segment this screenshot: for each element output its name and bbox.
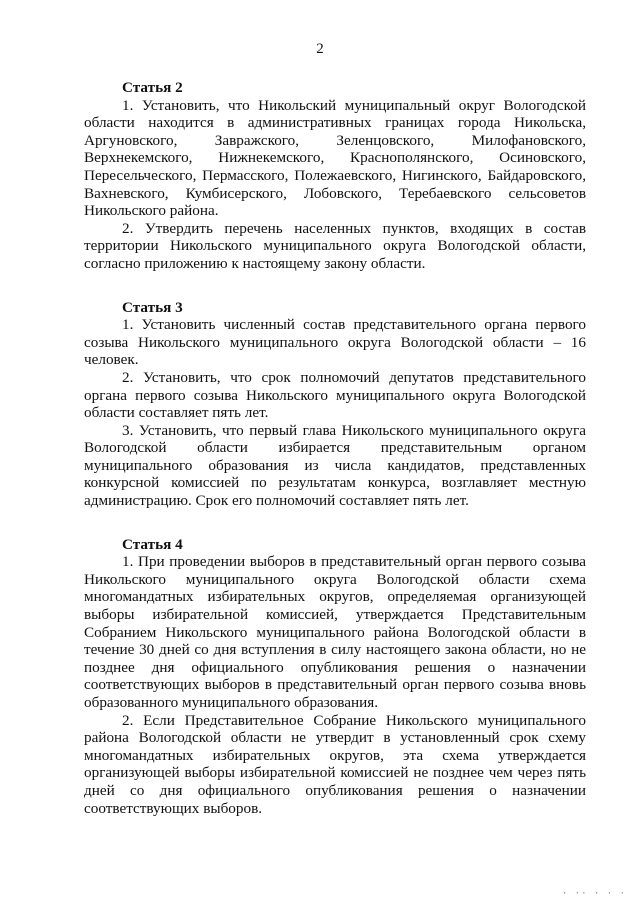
article-4 [84,536,586,818]
article-paragraph: 1. Установить, что Никольский муниципальный округ Вологодской области находится в административных границах города Никольска, Аргуновского, Завражского, Зеленцовского, Милофановского, Верхнекемского, Нижнекемского, Краснополянского, Осиновского, Пересельческого, Пермасского, Полежаевского, Нигинского, Байдаровского, Вахневского, Кумбисерского, Лобовского, Теребаевского сельсоветов Никольского района. [84,96,586,220]
document-body [84,79,586,817]
article-paragraph: 1. Установить численный состав представительного органа первого созыва Никольского муниципального округа Вологодской области – 16 человек. [84,316,586,369]
article-paragraph: 3. Установить, что первый глава Никольского муниципального округа Вологодской области избирается представительным органом муниципального образования из числа кандидатов, представленных конкурсной комиссией по результатам конкурса, возглавляет местную администрацию. Срок его полномочий составляет пять лет. [84,421,586,510]
article-paragraph: 1. При проведении выборов в представительный орган первого созыва Никольского муниципального округа Вологодской области схема многомандатных избирательных округов, определяемая организующей выборы избирательной комиссией, утверждается Представительным Собранием Никольского муниципального района Вологодской области в течение 30 дней со дня вступления в силу настоящего закона области, но не позднее дня официального опубликования решения о назначении соответствующих выборов в представительный орган первого созыва вновь образованного муниципального образования. [84,553,586,711]
article-title: Статья 4 [122,535,183,553]
article-paragraph: 2. Установить, что срок полномочий депутатов представительного органа первого созыва Никольского муниципального округа Вологодской области составляет пять лет. [84,368,586,422]
page-number: 2 [316,41,324,57]
article-title: Статья 2 [122,79,183,96]
article-paragraph: 2. Утвердить перечень населенных пунктов, входящих в состав территории Никольского муниципального округа Вологодской области, согласно приложению к настоящему закону области. [84,219,586,272]
article-title: Статья 3 [122,298,183,316]
article-paragraph: 2. Если Представительное Собрание Никольского муниципального района Вологодской области не утвердит в установленный срок схему многомандатных избирательных округов, эта схема утверждается организующей выборы избирательной комиссией не позднее чем через пять дней со дня официального опубликования решения о назначении соответствующих выборов. [84,711,586,817]
article-3 [84,299,586,510]
article-2 [84,79,586,273]
scan-artifact-mark: · ·· · · · [561,889,626,899]
